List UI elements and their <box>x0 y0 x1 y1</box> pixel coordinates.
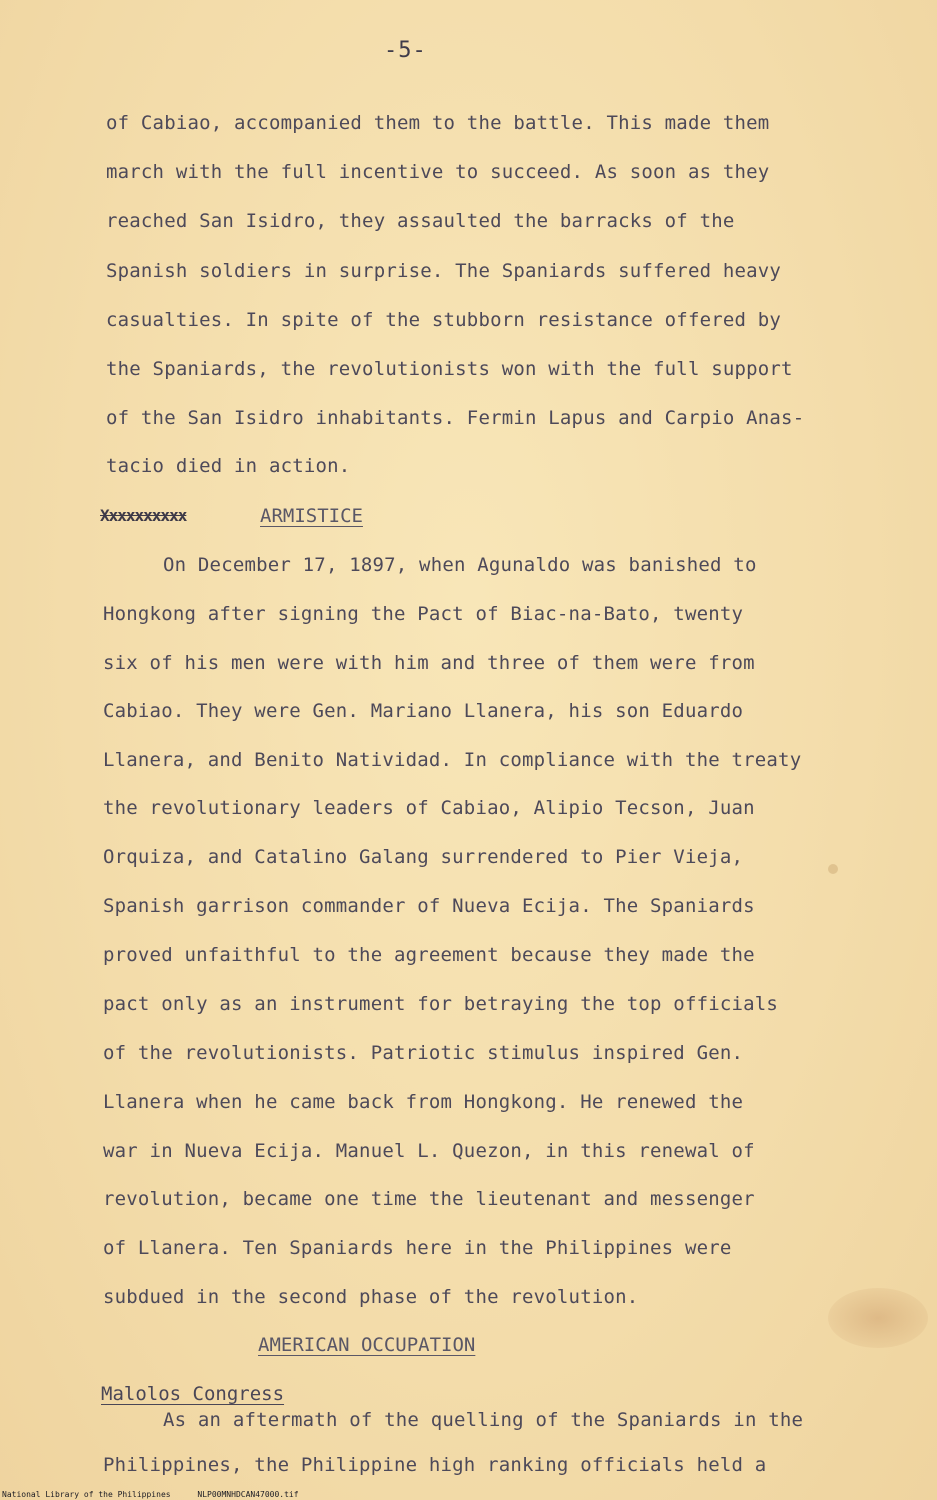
text-line: of the San Isidro inhabitants. Fermin Lapus and Carpio Anas- <box>106 407 805 429</box>
subheading-malolos-congress: Malolos Congress <box>101 1383 285 1405</box>
text-line: Hongkong after signing the Pact of Biac-na-Bato, twenty <box>103 603 744 625</box>
footer-filename: NLP00MNHDCAN47000.tif <box>197 1490 299 1499</box>
text-line: As an aftermath of the quelling of the Spaniards in the <box>163 1409 804 1431</box>
section-heading-armistice: ARMISTICE <box>260 505 363 527</box>
text-line: six of his men were with him and three of them were from <box>103 652 755 674</box>
text-line: of Cabiao, accompanied them to the battle. This made them <box>106 112 770 134</box>
text-line: Orquiza, and Catalino Galang surrendered to Pier Vieja, <box>103 846 744 868</box>
paper-stain <box>828 864 838 874</box>
text-line: the revolutionary leaders of Cabiao, Alipio Tecson, Juan <box>103 797 755 819</box>
page-number: -5- <box>384 38 427 63</box>
text-line: war in Nueva Ecija. Manuel L. Quezon, in this renewal of <box>103 1140 755 1162</box>
text-line: pact only as an instrument for betraying the top officials <box>103 993 779 1015</box>
text-line: Philippines, the Philippine high ranking officials held a <box>103 1454 767 1476</box>
text-line: On December 17, 1897, when Agunaldo was banished to <box>163 554 757 576</box>
text-line: proved unfaithful to the agreement because they made the <box>103 944 755 966</box>
footer-library: National Library of the Philippines <box>2 1490 171 1499</box>
paper-stain <box>828 1288 928 1348</box>
text-line: subdued in the second phase of the revolution. <box>103 1286 639 1308</box>
text-line: revolution, became one time the lieutenant and messenger <box>103 1188 755 1210</box>
text-line: of the revolutionists. Patriotic stimulus inspired Gen. <box>103 1042 744 1064</box>
text-line: Cabiao. They were Gen. Mariano Llanera, his son Eduardo <box>103 700 744 722</box>
section-heading-american-occupation: AMERICAN OCCUPATION <box>258 1334 476 1356</box>
text-line: Spanish garrison commander of Nueva Ecija. The Spaniards <box>103 895 755 917</box>
text-line: Llanera when he came back from Hongkong. He renewed the <box>103 1091 744 1113</box>
text-line: Llanera, and Benito Natividad. In compliance with the treaty <box>103 749 802 771</box>
text-line: tacio died in action. <box>106 455 351 477</box>
text-line: the Spaniards, the revolutionists won with the full support <box>106 358 793 380</box>
text-line: casualties. In spite of the stubborn resistance offered by <box>106 309 782 331</box>
text-line: reached San Isidro, they assaulted the barracks of the <box>106 210 735 232</box>
text-line: Spanish soldiers in surprise. The Spaniards suffered heavy <box>106 260 782 282</box>
struck-out-text: Xxxxxxxxxx <box>100 506 187 525</box>
scan-footer <box>2 1490 321 1499</box>
text-line: march with the full incentive to succeed. As soon as they <box>106 161 770 183</box>
text-line: of Llanera. Ten Spaniards here in the Philippines were <box>103 1237 732 1259</box>
